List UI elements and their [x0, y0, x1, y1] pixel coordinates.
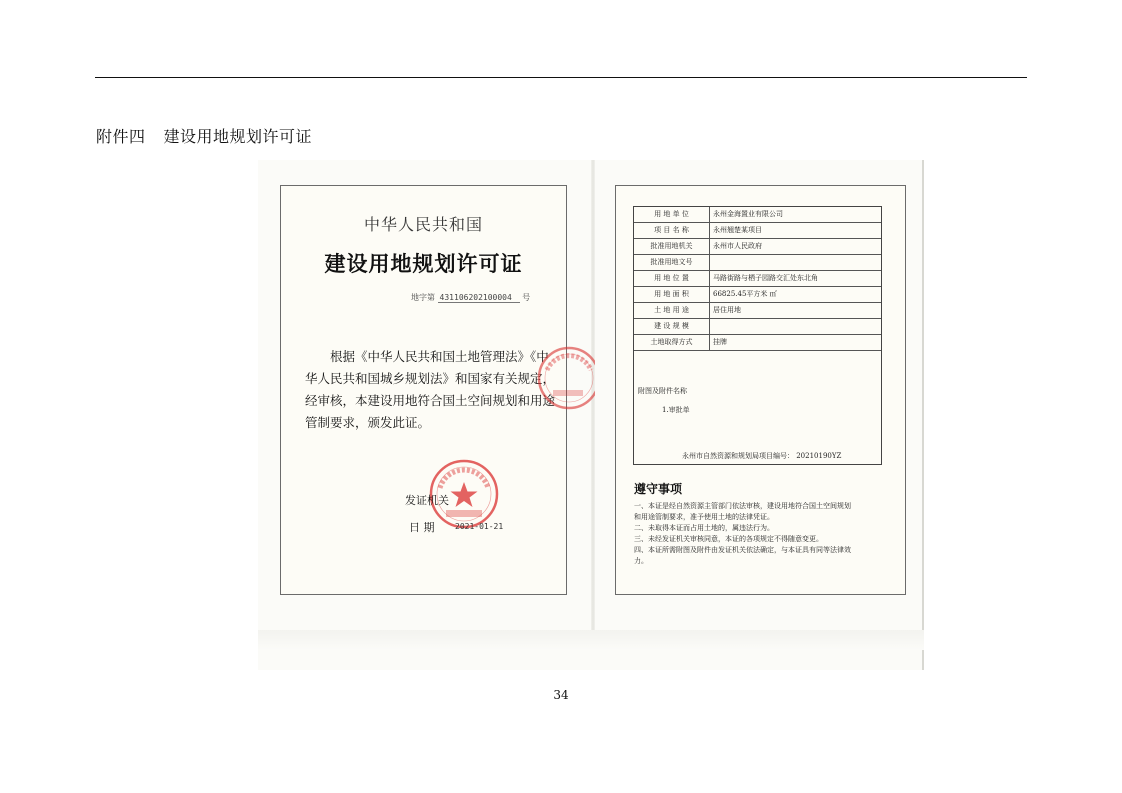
certificate-detail-page	[615, 185, 906, 595]
table-row	[634, 239, 881, 255]
number-suffix: 号	[522, 293, 531, 302]
row-key: 用 地 面 积	[634, 287, 710, 302]
row-value: 66825.45平方米 ㎡	[713, 290, 777, 298]
annex-label: 附图及附件名称	[638, 387, 687, 395]
seam-seal-icon	[533, 340, 595, 420]
row-value: 居住用地	[713, 306, 741, 314]
notice-line: 四、本证所需附图及附件由发证机关依法确定，与本证具有同等法律效	[634, 546, 851, 554]
row-key: 土地取得方式	[634, 335, 710, 350]
issue-date: 2021-01-21	[455, 522, 504, 531]
row-value: 永州金海置业有限公司	[713, 210, 783, 218]
notice-line: 二、未取得本证而占用土地的，属违法行为。	[634, 524, 774, 532]
attachment-caption	[96, 124, 312, 147]
caption-prefix: 附件四	[96, 127, 146, 146]
row-value: 挂牌	[713, 338, 727, 346]
notice-line: 力。	[634, 557, 648, 565]
caption-title: 建设用地规划许可证	[163, 127, 313, 146]
row-key: 用 地 位 置	[634, 271, 710, 286]
row-value: 永州翘楚某项目	[713, 226, 762, 234]
row-key: 项 目 名 称	[634, 223, 710, 238]
project-number: 永州市自然资源和规划局项目编号： 20210190YZ	[682, 452, 842, 460]
table-row	[634, 223, 881, 239]
land-info-table	[633, 206, 882, 465]
table-row	[634, 335, 881, 351]
certificate-body-text: 根据《中华人民共和国土地管理法》《中华人民共和国城乡规划法》和国家有关规定，经审核，本建设用地符合国土空间规划和用途管制要求，颁发此证。	[305, 349, 556, 430]
scan-edge	[922, 160, 924, 670]
row-key: 批准用地机关	[634, 239, 710, 254]
table-row	[634, 271, 881, 287]
number-prefix: 地字第	[411, 293, 435, 302]
scan-shadow	[258, 630, 924, 650]
row-key: 用 地 单 位	[634, 207, 710, 222]
page-number: 34	[553, 688, 569, 702]
date-label: 日 期	[409, 521, 435, 534]
notice-line: 三、未经发证机关审核同意，本证的各项规定不得随意变更。	[634, 535, 823, 543]
table-row	[634, 319, 881, 335]
certificate-number	[411, 292, 530, 303]
table-row	[634, 303, 881, 319]
row-value: 永州市人民政府	[713, 242, 762, 250]
row-value: 马路街路与栖子园路交汇处东北角	[713, 274, 818, 282]
header-rule	[95, 77, 1027, 78]
table-row	[634, 287, 881, 303]
certificate-cover-page	[280, 185, 567, 595]
row-key: 批准用地文号	[634, 255, 710, 270]
table-row	[634, 207, 881, 223]
annex-item: 1.审批单	[662, 406, 690, 414]
number-value: 431106202100004	[438, 293, 520, 303]
row-key: 建 设 规 模	[634, 319, 710, 334]
notice-title: 遵守事项	[634, 482, 683, 496]
row-key: 土 地 用 途	[634, 303, 710, 318]
notice-line: 和用途管制要求，准予使用土地的法律凭证。	[634, 513, 774, 521]
table-row	[634, 255, 881, 271]
certificate-scan	[258, 160, 924, 670]
certificate-title: 建设用地规划许可证	[324, 251, 523, 276]
country-name: 中华人民共和国	[363, 215, 483, 234]
notice-list	[634, 501, 889, 567]
issuer-label: 发证机关	[405, 494, 449, 507]
notice-line: 一、本证是经自然资源主管部门依法审核，建设用地符合国土空间规划	[634, 502, 851, 510]
